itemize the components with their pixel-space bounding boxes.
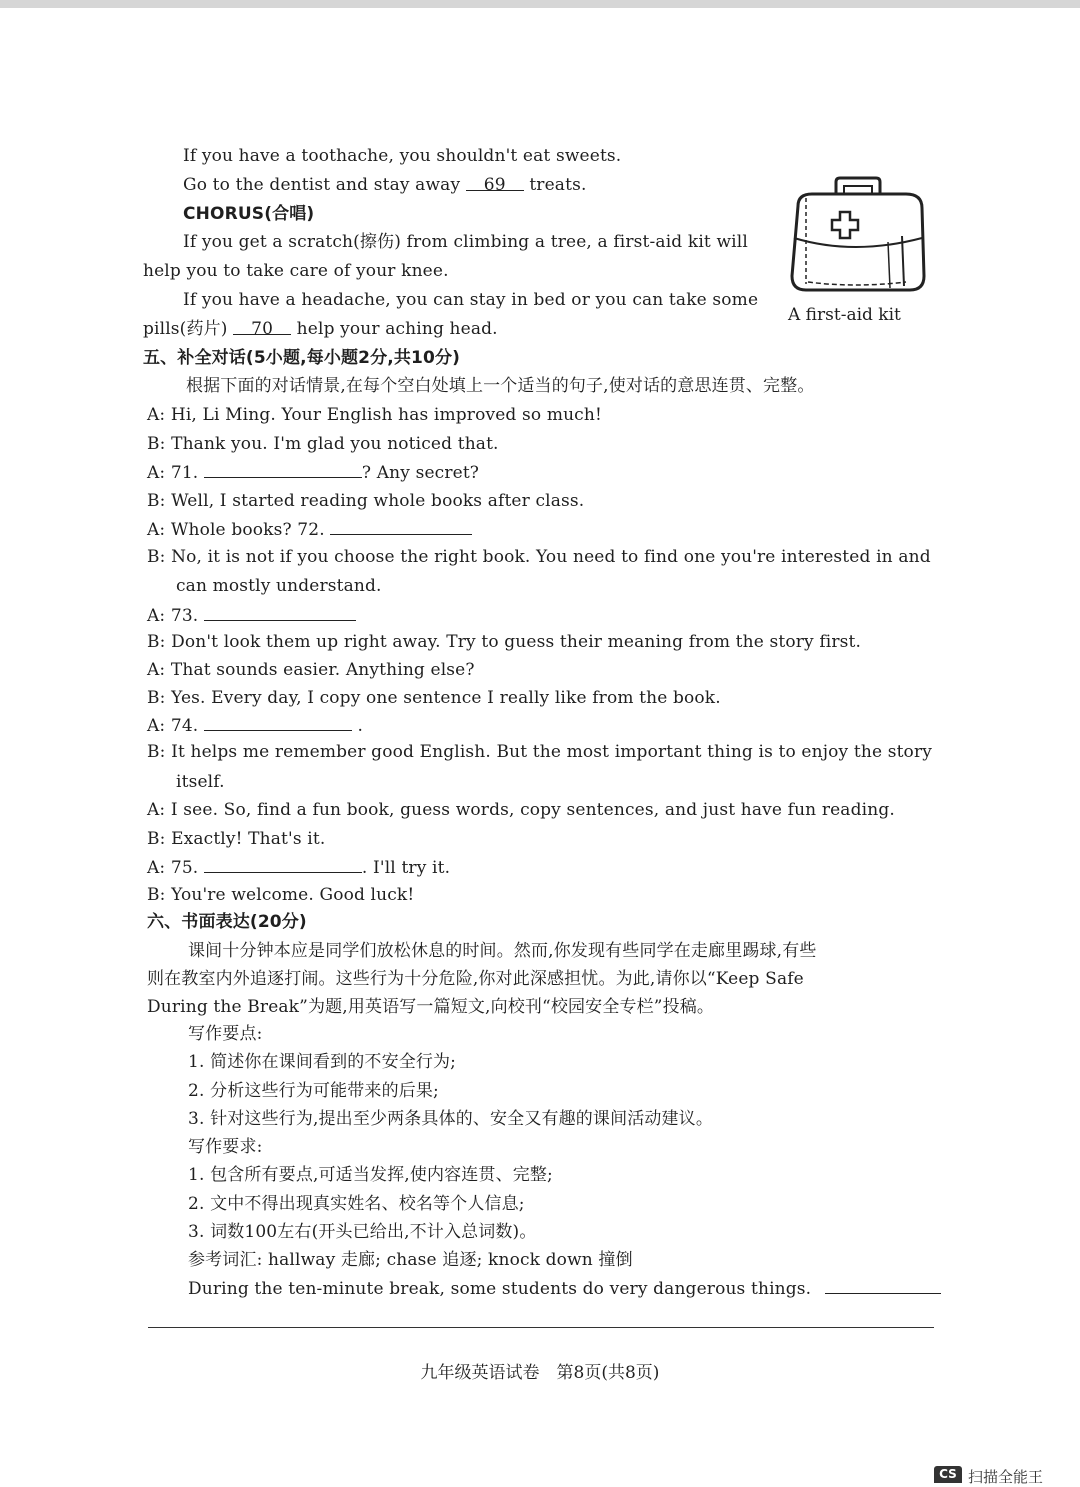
chorus-heading: CHORUS(合唱): [183, 204, 315, 224]
writing-point-1: 1. 简述你在课间看到的不安全行为;: [188, 1052, 457, 1072]
essay-blank: [825, 1277, 941, 1294]
dialog-line-1: A: Hi, Li Ming. Your English has improved so much!: [147, 405, 602, 425]
essay-start: During the ten-minute break, some students do very dangerous things.: [188, 1277, 941, 1300]
section5-instruction: 根据下面的对话情景,在每个空白处填上一个适当的句子,使对话的意思连贯、完整。: [186, 376, 815, 396]
writing-req-title: 写作要求:: [188, 1137, 263, 1157]
blank-70: 70: [233, 318, 291, 335]
song-line-3b: help you to take care of your knee.: [143, 261, 449, 281]
song-line-4a: If you have a headache, you can stay in bed or you can take some: [183, 290, 759, 310]
section6-para-3: During the Break”为题,用英语写一篇短文,向校刊“校园安全专栏”投稿。: [147, 997, 715, 1017]
section5-title: 五、补全对话(5小题,每小题2分,共10分): [143, 348, 461, 368]
dialog-line-6b: can mostly understand.: [176, 576, 382, 596]
dialog-line-6a: B: No, it is not if you choose the right book. You need to find one you're interested in and: [147, 547, 931, 567]
dialog-line-10: B: Yes. Every day, I copy one sentence I really like from the book.: [147, 688, 721, 708]
section6-para-1: 课间十分钟本应是同学们放松休息的时间。然而,你发现有些同学在走廊里踢球,有些: [188, 941, 817, 961]
song-line-1: If you have a toothache, you shouldn't eat sweets.: [183, 146, 622, 166]
top-edge-bar: [0, 0, 1080, 8]
scanner-watermark: 扫描全能王: [968, 1468, 1044, 1486]
song-line-3a: If you get a scratch(擦伤) from climbing a tree, a first-aid kit will: [183, 232, 748, 252]
blank-71: [204, 461, 362, 478]
page-footer: 九年级英语试卷 第8页(共8页): [420, 1363, 660, 1383]
dialog-line-12b: itself.: [176, 772, 225, 792]
blank-73: [204, 604, 356, 621]
dialog-line-11: A: 74. .: [147, 716, 364, 736]
dialog-line-12a: B: It helps me remember good English. But the most important thing is to enjoy the story: [147, 742, 932, 762]
song-line-4b: pills(药片) 70 help your aching head.: [143, 319, 498, 339]
writing-req-3: 3. 词数100左右(开头已给出,不计入总词数)。: [188, 1222, 537, 1242]
dialog-line-8: B: Don't look them up right away. Try to guess their meaning from the story first.: [147, 632, 862, 652]
blank-72: [330, 518, 472, 535]
blank-69: 69: [466, 174, 524, 191]
writing-req-1: 1. 包含所有要点,可适当发挥,使内容连贯、完整;: [188, 1165, 553, 1185]
dialog-line-5: A: Whole books? 72.: [147, 518, 472, 541]
scanner-logo: CS: [934, 1466, 962, 1483]
blank-75: [204, 856, 362, 873]
dialog-line-9: A: That sounds easier. Anything else?: [147, 660, 475, 680]
section6-title: 六、书面表达(20分): [147, 912, 307, 932]
footer-rule: [148, 1327, 934, 1328]
figure-caption: A first-aid kit: [788, 305, 901, 325]
writing-req-2: 2. 文中不得出现真实姓名、校名等个人信息;: [188, 1194, 525, 1214]
writing-point-3: 3. 针对这些行为,提出至少两条具体的、安全又有趣的课间活动建议。: [188, 1109, 713, 1129]
dialog-line-13: A: I see. So, find a fun book, guess words, copy sentences, and just have fun reading.: [147, 800, 895, 820]
dialog-line-16: B: You're welcome. Good luck!: [147, 885, 415, 905]
dialog-line-14: B: Exactly! That's it.: [147, 829, 326, 849]
dialog-line-15: A: 75. . I'll try it.: [147, 858, 451, 878]
section6-para-2: 则在教室内外追逐打闹。这些行为十分危险,你对此深感担忧。为此,请你以“Keep Safe: [147, 969, 804, 989]
writing-point-2: 2. 分析这些行为可能带来的后果;: [188, 1081, 439, 1101]
dialog-line-4: B: Well, I started reading whole books after class.: [147, 491, 585, 511]
song-line-2: Go to the dentist and stay away 69 treats.: [183, 175, 587, 195]
dialog-line-2: B: Thank you. I'm glad you noticed that.: [147, 434, 499, 454]
blank-74: [204, 714, 352, 731]
dialog-line-3: A: 71. ? Any secret?: [147, 463, 480, 483]
dialog-line-7: A: 73.: [147, 604, 356, 627]
writing-points-title: 写作要点:: [188, 1024, 263, 1044]
first-aid-kit-icon: [784, 176, 930, 300]
reference-vocab: 参考词汇: hallway 走廊; chase 追逐; knock down 撞倒: [188, 1250, 633, 1270]
